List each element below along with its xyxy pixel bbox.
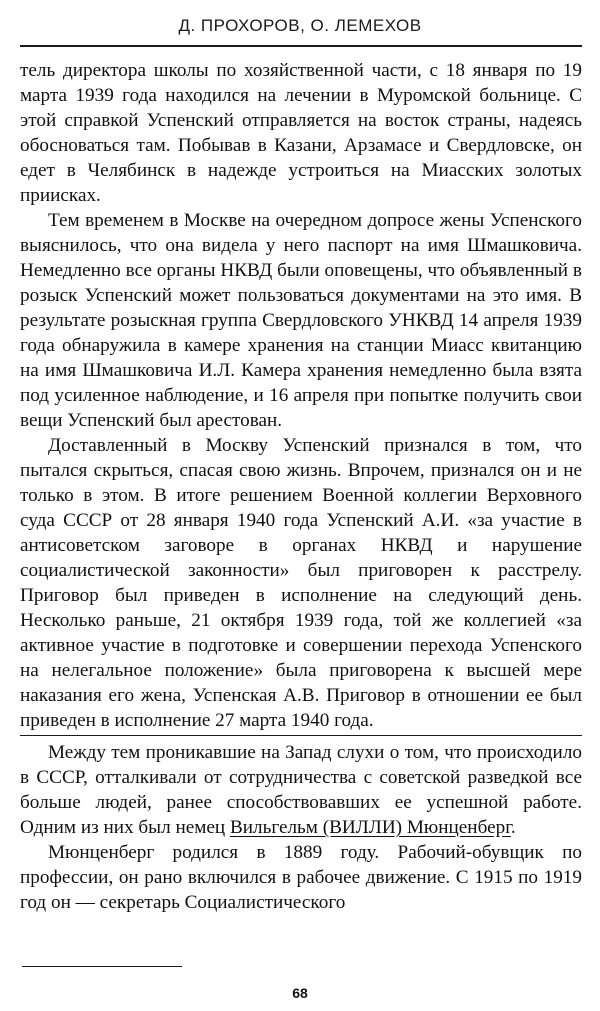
paragraph-2: Тем временем в Москве на очередном допросе жены Успенского выяснилось, что она видела у него паспорт на имя Шмашковича. Немедленно все органы НКВД были оповещены, что объявленный в розыск Успенский может пользоваться документами на это имя. В результате розыскная группа Свердловского УНКВД 14 апреля 1939 года обнаружила в камере хранения на станции Миасс квитанцию на имя Шмашковича И.Л. Камера хранения немедленно была взята под усиленное наблюдение, и 16 апреля при попытке получить свои вещи Успенский был арестован. — [20, 210, 582, 431]
running-header: Д. ПРОХОРОВ, О. ЛЕМЕХОВ — [178, 16, 422, 35]
paragraph-5: Мюнценберг родился в 1889 году. Рабочий-обувщик по профессии, он рано включился в рабочее движение. С 1915 по 1919 год он — секретарь Социалистического — [20, 842, 582, 913]
paragraph-4-end: . — [510, 817, 516, 838]
page-body — [20, 58, 582, 915]
paragraph-4-lead: Между тем проникавшие на Запад слухи о том, что происходило в СССР, отталкивали от сотрудничества с советской разведкой все больше людей, ранее способствовавших ее успешной работе. Одним из них был немец — [20, 742, 582, 838]
paragraph-3: Доставленный в Москву Успенский признался в том, что пытался скрыться, спасая свою жизнь. Впрочем, признался он и не только в этом. В итоге решением Военной коллегии Верховного суда СССР от 28 января 1940 года Успенский А.И. «за участие в антисоветском заговоре в органах НКВД и нарушение социалистической законности» был приговорен к расстрелу. Приговор был приведен в исполнение на следующий день. Несколько раньше, 21 октября 1939 года, той же коллегией «за активное участие в подготовке и совершении перехода Успенского на нелегальное положение» была приговорена к высшей мере наказания его жена, Успенская А.В. Приговор в отношении ее был приведен в исполнение 27 марта 1940 года. — [20, 433, 582, 736]
person-name: Вильгельм (ВИЛЛИ) Мюнценберг — [229, 817, 511, 838]
header-rule — [20, 45, 582, 47]
paragraph-4 — [20, 740, 582, 840]
paragraph-1: тель директора школы по хозяйственной части, с 18 января по 19 марта 1939 года находился на лечении в Муромской больнице. С этой справкой Успенский отправляется на восток страны, надеясь обосноваться там. Побывав в Казани, Арзамасе и Свердловске, он едет в Челябинск в надежде устроиться на Миасских золотых приисках. — [20, 60, 582, 206]
footnote-rule — [22, 966, 182, 967]
page-number: 68 — [292, 985, 308, 1001]
